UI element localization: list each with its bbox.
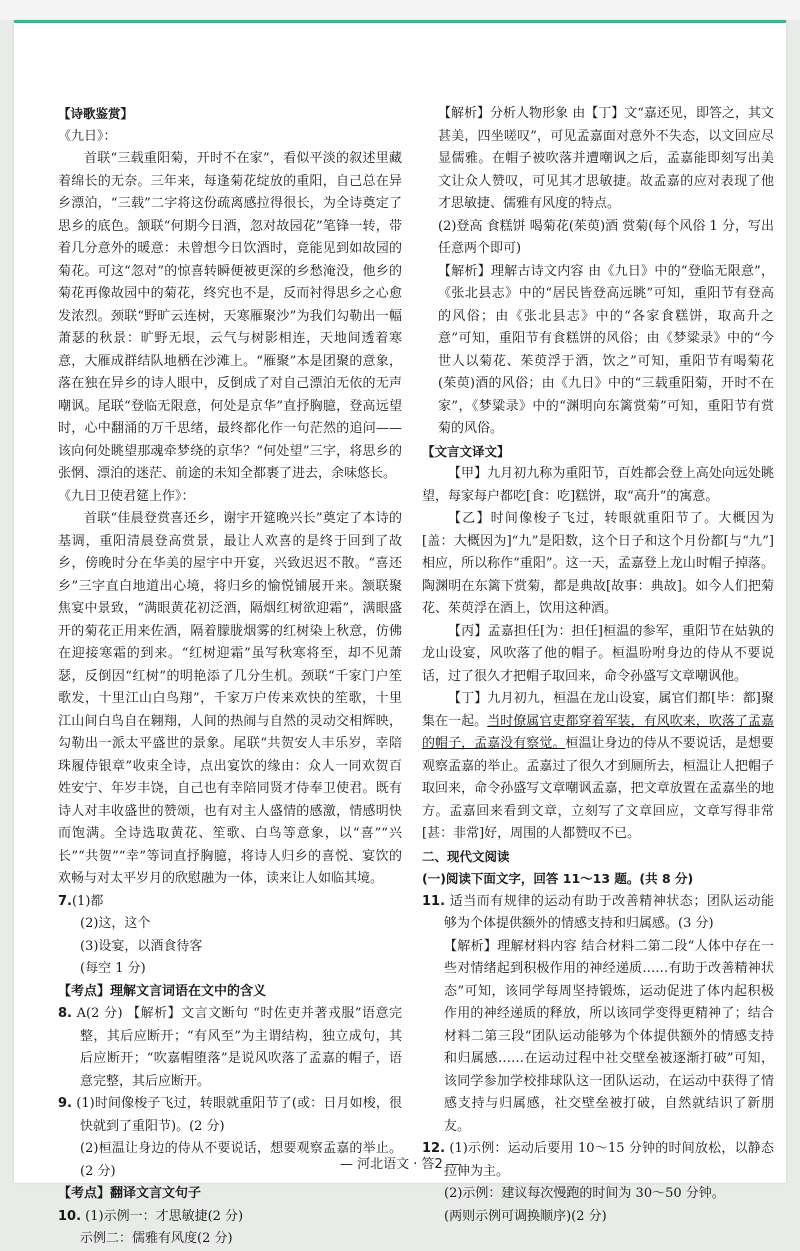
answer-10-1: 10. (1)示例一：才思敏捷(2 分)	[58, 1208, 244, 1224]
answer-12-note: (两则示例可调换顺序)(2 分)	[444, 1208, 607, 1224]
answer-10-2: 示例二：儒雅有风度(2 分)	[80, 1231, 233, 1246]
analysis-character: 【解析】分析人物形象 由【丁】文“嘉还见，即答之，其文甚美，四坐嗟叹”，可见孟嘉面对意外不失态，以文回应尽显儒雅。在帽子被吹落并遭嘲讽之后，孟嘉能即刻写出美文让众人赞叹，可见其才思敏捷。故孟嘉的应对表现了他才思敏捷、儒雅有风度的特点。	[438, 106, 774, 211]
question-number-11: 11.	[422, 893, 446, 909]
analysis-customs: 【解析】理解古诗文内容 由《九日》中的“登临无限意”，《张北县志》中的“居民皆登高远眺”可知，重阳节有登高的风俗；由《张北县志》中的“各家食糕饼，取高升之意”可知，重阳节有食糕饼的风俗；由《梦粱录》中的“今世人以菊花、茱萸浮于酒，饮之”可知，重阳节有喝菊花(茱萸)酒的风俗；由《九日》中的“三载重阳菊，开时不在家”，《梦粱录》中的“渊明向东篱赏菊”可知，重阳节有赏菊的风俗。	[438, 263, 774, 436]
underlined-translation: 当时僚属官吏都穿着军装，有风吹来，吹落了孟嘉的帽子，孟嘉没有察觉。	[422, 713, 774, 751]
answer-7-3: (3)设宴，以酒食待客	[80, 938, 203, 954]
left-column	[58, 103, 402, 1251]
question-number-8: 8.	[58, 1006, 72, 1021]
translation-bing: 【丙】孟嘉担任[为：担任]桓温的参军，重阳节在姑孰的龙山设宴，风吹落了他的帽子。桓温吩咐身边的侍从不要说话，过了很久才把帽子取回来，命令孙盛写文章嘲讽他。	[422, 623, 774, 684]
answer-12-2: (2)示例：建议每次慢跑的时间为 30～50 分钟。	[444, 1186, 725, 1201]
translation-jia: 【甲】九月初九称为重阳节，百姓都会登上高处向远处眺望，每家每户都吃[食：吃]糕饼，取“高升”的寓意。	[422, 466, 774, 504]
answer-7: 7.(1)都	[58, 893, 104, 909]
answer-9-1: 9. (1)时间像梭子飞过，转眼就重阳节了(或：日月如梭，很快就到了重阳节)。(2 分)	[58, 1096, 402, 1134]
poem-title-1: 《九日》：	[58, 128, 117, 144]
answer-page	[14, 20, 786, 1246]
translation-ding: 【丁】九月初九，桓温在龙山设宴，属官们都[毕：都]聚集在一起。当时僚属官吏都穿着军装，有风吹来，吹落了孟嘉的帽子，孟嘉没有察觉。桓温让身边的侍从不要说话，是想要观察孟嘉的举止。孟嘉过了很久才到厕所去，桓温让人把帽子取回来，命令孙盛写文章嘲讽孟嘉，把文章放置在孟嘉坐的地方。孟嘉回来看到文章，立刻写了文章回应，文章写得非常[甚：非常]好，周围的人都赞叹不已。	[422, 691, 774, 841]
poem-analysis-2: 首联“佳晨登赏喜还乡，谢宇开筵晚兴长”奠定了本诗的基调，重阳清晨登高赏景，最让人欢喜的是终于回到了故乡，傍晚时分在华美的屋宇中开宴，兴致迟迟不散。“喜还乡”三字直白地道出心境，将归乡的愉悦铺展开来。颔联聚焦宴中景致，“满眼黄花初泛酒，隔烟红树欲迎霜”，满眼盛开的菊花正用来佐酒，隔着朦胧烟雾的红树染上秋意，仿佛在迎接寒霜的到来。“红树迎霜”虽写秋寒将至，却不见萧瑟，反倒因“红树”的明艳添了几分生机。颈联“千家门户笙歌发，十里江山白鸟翔”，千家万户传来欢快的笙歌，十里江山间白鸟自在翱翔，人间的热闹与自然的灵动交相辉映，勾勒出一派太平盛世的景象。尾联“共贺安人丰乐岁，幸陪珠履侍银章”收束全诗，点出宴饮的缘由：众人一同欢贺百姓安宁、年岁丰饶，自己也有幸陪同贤才侍奉卫使君。既有诗人对丰收盛世的赞颂，也有对主人盛情的感激，情感明快而饱满。全诗选取黄花、笙歌、白鸟等意象，以“喜”“兴长”“共贺”“幸”等词直抒胸臆，将诗人归乡的喜悦、宴饮的欢畅与对太平岁月的欣慰融为一体，读来让人如临其境。	[58, 511, 402, 886]
top-band	[0, 0, 800, 20]
answer-11: 11. 适当而有规律的运动有助于改善精神状态；团队运动能够为个体提供额外的情感支持和归属感。(3 分)	[422, 893, 774, 931]
section-heading-poetry: 【诗歌鉴赏】	[58, 106, 134, 121]
right-column	[422, 103, 774, 1228]
question-number-7: 7.	[58, 893, 72, 909]
answer-12-1: 12. (1)示例：运动后要用 10～15 分钟的时间放松，以静态拉伸为主。	[422, 1141, 774, 1179]
reading-instruction: (一)阅读下面文字，回答 11～13 题。(共 8 分)	[422, 871, 694, 886]
section-heading-modern: 二、现代文阅读	[422, 848, 510, 864]
poem-analysis-1: 首联“三载重阳菊，开时不在家”，看似平淡的叙述里藏着绵长的无奈。三年来，每逢菊花绽放的重阳，自己总在异乡漂泊，“三载”二字将这份疏离感拉得很长，为全诗奠定了思乡的底色。颔联“何期今日酒，忽对故园花”笔锋一转，带着几分意外的暖意：未曾想今日饮酒时，竟能见到如故园的菊花。可这“忽对”的惊喜转瞬便被更深的乡愁淹没，他乡的菊花再像故园中的菊花，终究也不是，反而衬得思乡之心愈发浓烈。颈联“野旷云连树，天寒雁聚沙”为我们勾勒出一幅萧瑟的秋景：旷野无垠，云气与树影相连，天地间透着寒意，大雁成群结队地栖在沙滩上。“雁聚”本是团聚的意象，落在独在异乡的诗人眼中，反倒成了对自己漂泊无依的无声嘲讽。尾联“登临无限意，何处是京华”直抒胸臆，登高远望时，心中翻涌的万千思绪，最终都化作一句茫然的追问——该向何处眺望那魂牵梦绕的京华？“何处望”三字，将思乡的张惘、漂泊的迷茫、前途的未知全都裹了进去，余味悠长。	[58, 151, 402, 481]
question-number-10: 10.	[58, 1208, 82, 1224]
knowledge-point-7: 【考点】理解文言词语在文中的含义	[58, 983, 267, 999]
analysis-11: 【解析】理解材料内容 结合材料二第二段“人体中存在一些对情绪起到积极作用的神经递质……有助于改善精神状态”可知，该同学每周坚持锻炼，运动促进了体内起积极作用的神经递质的释放，所以该同学变得更精神了；结合材料二第三段“团队运动能够为个体提供额外的情感支持和归属感……在运动过程中社交壁垒被逐渐打破”可知，该同学参加学校排球队这一团队运动，在运动中获得了情感支持与归属感，社交壁垒被打破，自然就结识了新朋友。	[444, 938, 774, 1134]
answer-9-2: (2)桓温让身边的侍从不要说话，想要观察孟嘉的举止。(2 分)	[80, 1141, 402, 1179]
answer-8: 8. A(2 分) 【解析】文言文断句 “时佐吏并著戎服”语意完整，其后应断开；“有风至”为主谓结构，独立成句，其后应断开；“吹嘉帽堕落”是说风吹落了孟嘉的帽子，语意完整，其后应断开。	[58, 1006, 402, 1089]
poem-title-2: 《九日卫使君筵上作》：	[58, 488, 195, 504]
question-number-9: 9.	[58, 1096, 72, 1111]
section-heading-translation: 【文言文译文】	[422, 443, 510, 459]
knowledge-point-9: 【考点】翻译文言文句子	[58, 1186, 202, 1201]
answer-10-part2: (2)登高 食糕饼 喝菊花(茱萸)酒 赏菊(每个风俗 1 分，写出任意两个即可)	[438, 218, 774, 256]
translation-yi: 【乙】时间像梭子飞过，转眼就重阳节了。大概因为[盖：大概因为]“九”是阳数，这个日子和这个月份都[与“九”]相应，所以称作“重阳”。这一天，孟嘉登上龙山时帽子掉落。陶渊明在东篱下赏菊，都是典故[故事：典故]。如今人们把菊花、茱萸浮在酒上，饮用这种酒。	[422, 511, 774, 616]
answer-7-2: (2)这，这个	[80, 916, 151, 931]
answer-7-score: (每空 1 分)	[80, 961, 146, 976]
page-footer: — 河北语文 · 答2 —	[340, 1157, 460, 1172]
question-number-12: 12.	[422, 1141, 446, 1156]
